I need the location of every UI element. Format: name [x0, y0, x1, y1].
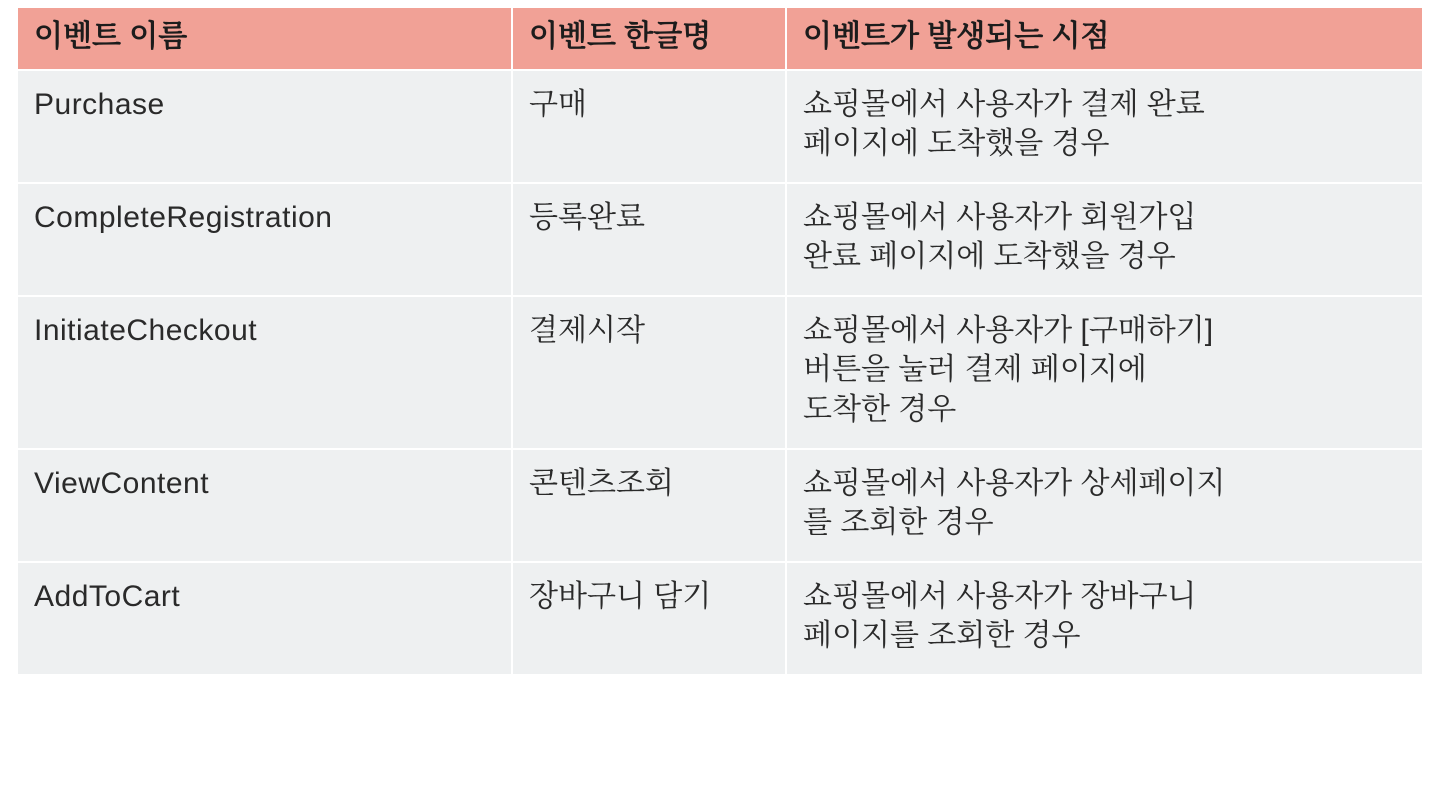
description-line: 쇼핑몰에서 사용자가 회원가입 [803, 200, 1197, 234]
cell-event-name: Purchase [18, 70, 512, 183]
cell-event-description [786, 449, 1422, 562]
table-row [18, 70, 1422, 183]
cell-event-name: InitiateCheckout [18, 296, 512, 449]
cell-event-description [786, 562, 1422, 674]
description-line: 쇼핑몰에서 사용자가 상세페이지 [803, 466, 1226, 500]
cell-event-korean-name: 등록완료 [512, 183, 786, 296]
description-line: 를 조회한 경우 [803, 506, 994, 540]
description-line: 쇼핑몰에서 사용자가 결제 완료 [803, 87, 1205, 121]
description-line: 완료 페이지에 도착했을 경우 [803, 240, 1176, 274]
table-row [18, 562, 1422, 674]
column-header-event-korean-name: 이벤트 한글명 [512, 8, 786, 70]
cell-event-korean-name: 장바구니 담기 [512, 562, 786, 674]
description-line: 버튼을 눌러 결제 페이지에 [803, 353, 1147, 387]
description-line: 쇼핑몰에서 사용자가 장바구니 [803, 579, 1197, 613]
description-line: 페이지를 조회한 경우 [803, 619, 1081, 653]
cell-event-korean-name: 구매 [512, 70, 786, 183]
table-row [18, 449, 1422, 562]
table-body [18, 70, 1422, 675]
cell-event-name: ViewContent [18, 449, 512, 562]
column-header-event-trigger-time: 이벤트가 발생되는 시점 [786, 8, 1422, 70]
cell-event-korean-name: 콘텐츠조회 [512, 449, 786, 562]
cell-event-description [786, 70, 1422, 183]
event-table [18, 8, 1422, 674]
cell-event-description [786, 296, 1422, 449]
description-line: 쇼핑몰에서 사용자가 [구매하기] [803, 313, 1214, 347]
table-header-row [18, 8, 1422, 70]
table-row [18, 183, 1422, 296]
cell-event-korean-name: 결제시작 [512, 296, 786, 449]
table-row [18, 296, 1422, 449]
cell-event-description [786, 183, 1422, 296]
description-line: 페이지에 도착했을 경우 [803, 127, 1110, 161]
cell-event-name: CompleteRegistration [18, 183, 512, 296]
table-header [18, 8, 1422, 70]
column-header-event-name: 이벤트 이름 [18, 8, 512, 70]
cell-event-name: AddToCart [18, 562, 512, 674]
description-line: 도착한 경우 [803, 393, 957, 427]
